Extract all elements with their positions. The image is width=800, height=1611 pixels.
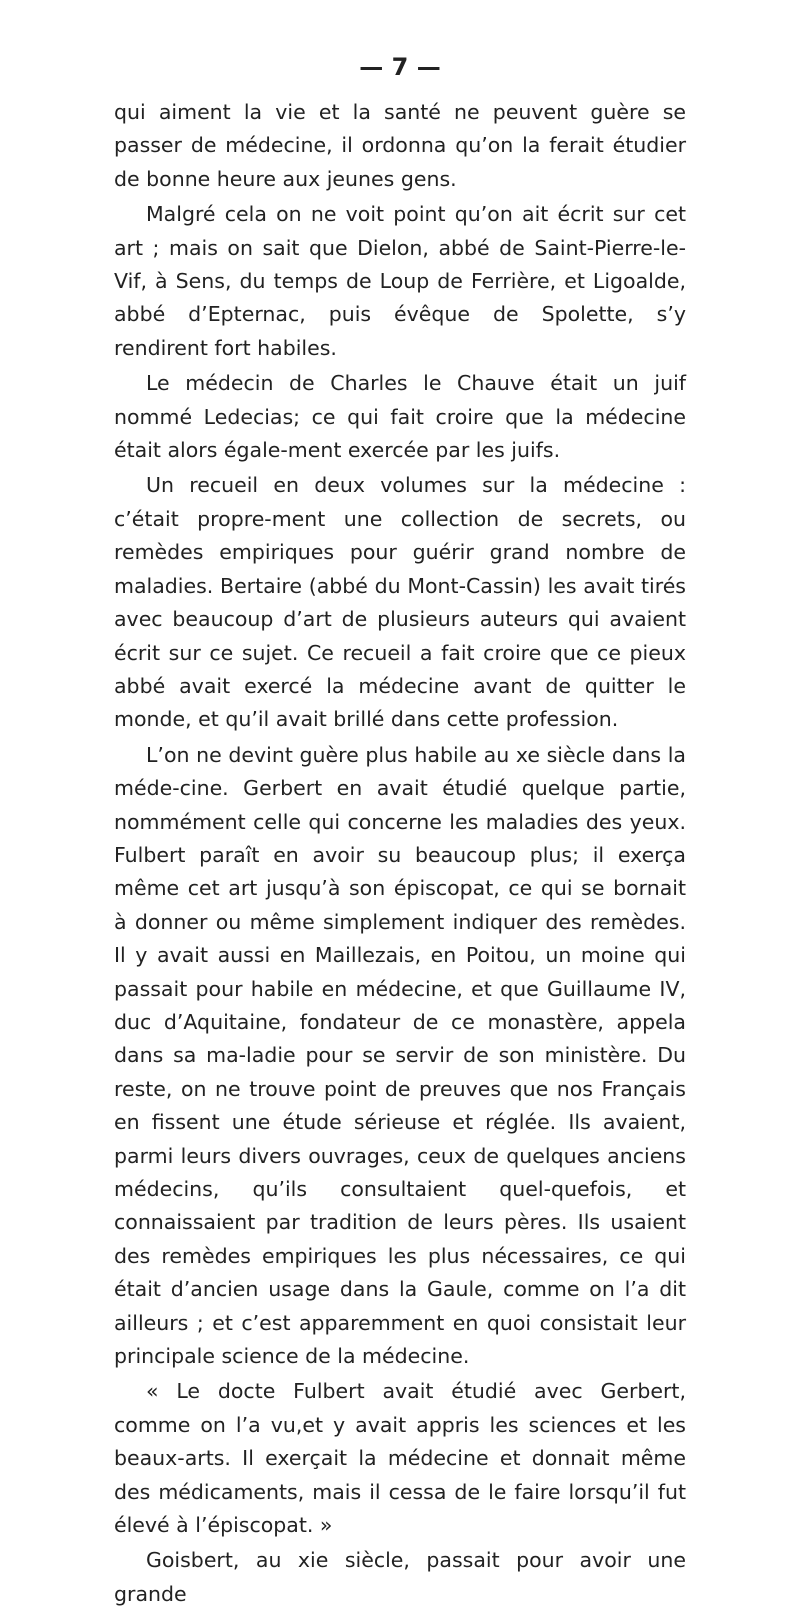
paragraph-6: « Le docte Fulbert avait étudié avec Gerbert, comme on l’a vu,et y avait appris les sciences et les beaux-arts. Il exerçait la médecine et donnait même des médicaments, mais il cessa de le faire lorsqu’il fut élevé à l’épiscopat. » [114,1379,686,1538]
paragraph-1: qui aiment la vie et la santé ne peuvent guère se passer de médecine, il ordonna qu’on la ferait étudier de bonne heure aux jeunes gens. [114,100,686,191]
paragraph-4: Un recueil en deux volumes sur la médecine : c’était propre-ment une collection de secrets, ou remèdes empiriques pour guérir grand nombre de maladies. Bertaire (abbé du Mont-Cassin) les avait tirés avec beaucoup d’art de plusieurs auteurs qui avaient écrit sur ce sujet. Ce recueil a fait croire que ce pieux abbé avait exercé la médecine avant de quitter le monde, et qu’il avait brillé dans cette profession. [114,473,686,732]
page-number: — 7 — [359,53,441,81]
paragraph-7: Goisbert, au xie siècle, passait pour avoir une grande [114,1548,686,1606]
paragraph-5: L’on ne devint guère plus habile au xe siècle dans la méde-cine. Gerbert en avait étudié quelque partie, nommément celle qui concerne les maladies des yeux. Fulbert paraît en avoir su beaucoup plus; il exerça même cet art jusqu’à son épiscopat, ce qui se bornait à donner ou même simplement indiquer des remèdes. Il y avait aussi en Maillezais, en Poitou, un moine qui passait pour habile en médecine, et que Guillaume IV, duc d’Aquitaine, fondateur de ce monastère, appela dans sa ma-ladie pour se servir de son ministère. Du reste, on ne trouve point de preuves que nos Français en fissent une étude sérieuse et réglée. Ils avaient, parmi leurs divers ouvrages, ceux de quelques anciens médecins, qu’ils consultaient quel-quefois, et connaissaient par tradition de leurs pères. Ils usaient des remèdes empiriques les plus nécessaires, ce qui était d’ancien usage dans la Gaule, comme on l’a dit ailleurs ; et c’est apparemment en quoi consistait leur principale science de la médecine. [114,742,686,1369]
paragraph-3: Le médecin de Charles le Chauve était un juif nommé Ledecias; ce qui fait croire que la médecine était alors égale-ment exercée par les juifs. [114,371,686,463]
paragraph-2: Malgré cela on ne voit point qu’on ait écrit sur cet art ; mais on sait que Dielon, abbé de Saint-Pierre-le-Vif, à Sens, du temps de Loup de Ferrière, et Ligoalde, abbé d’Epternac, puis évêque de Spolette, s’y rendirent fort habiles. [114,202,686,360]
